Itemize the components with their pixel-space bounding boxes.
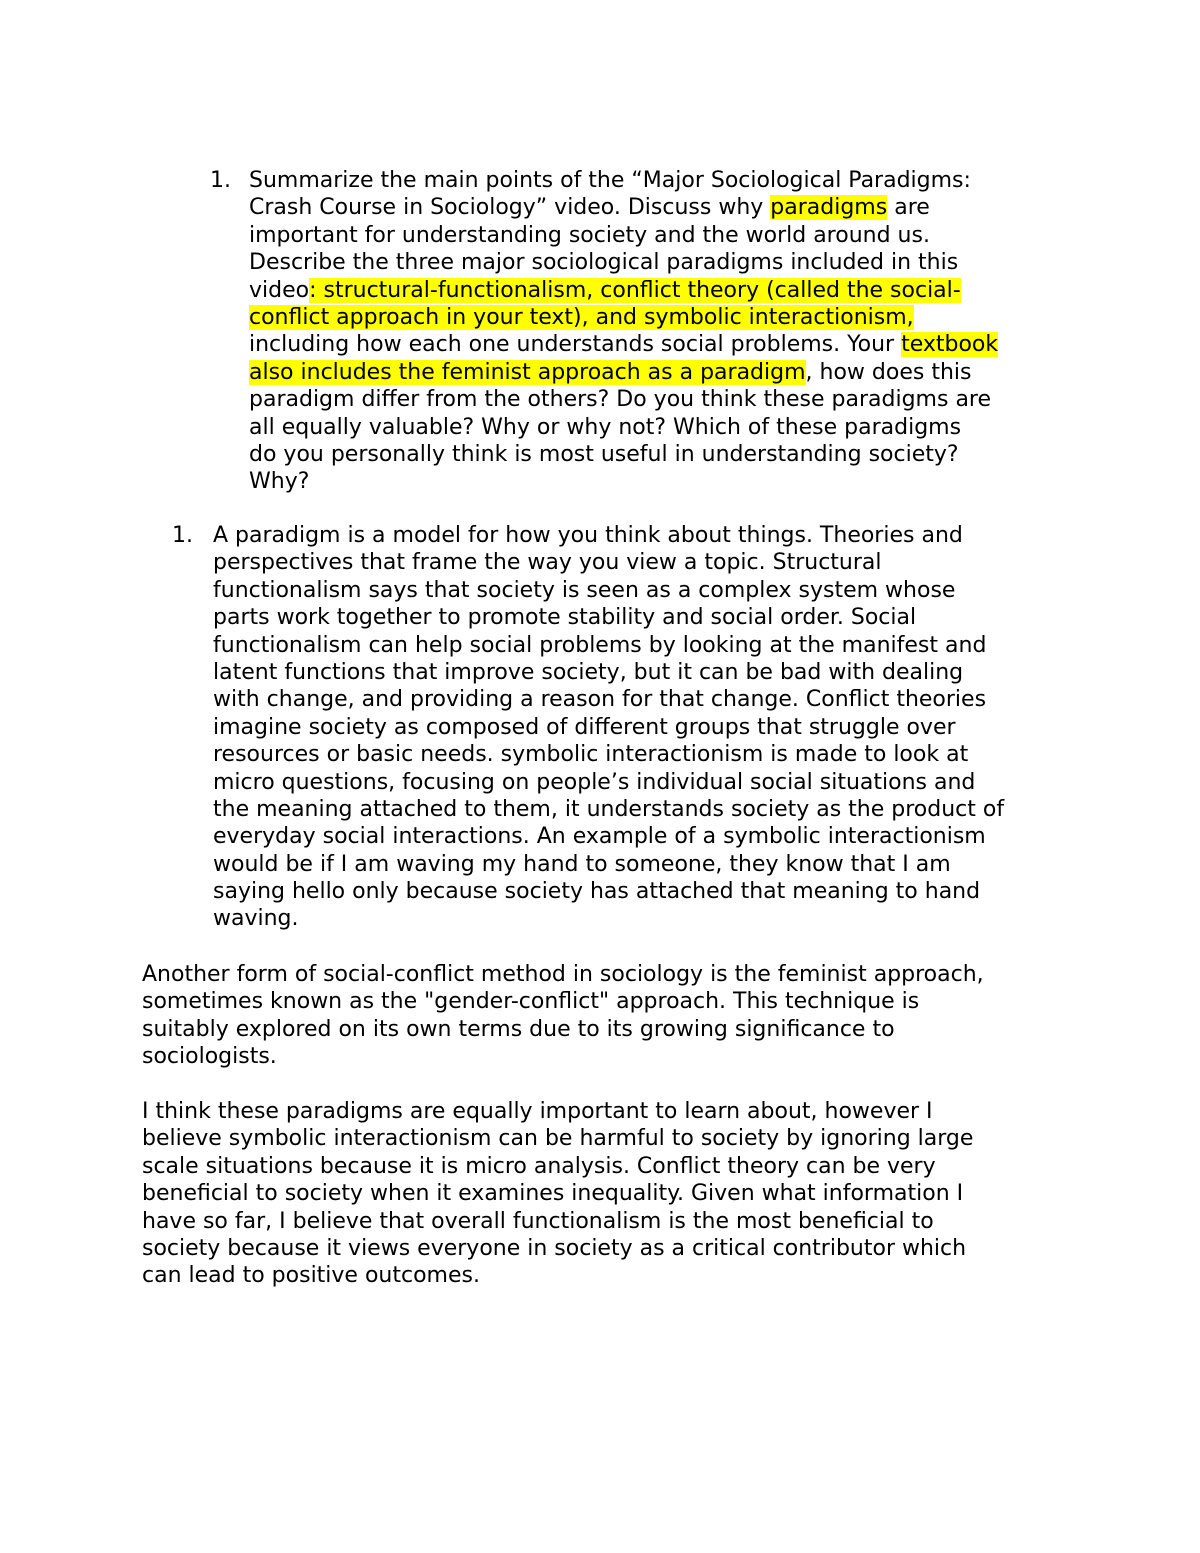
paragraph-line: suitably explored on its own terms due to its growing significance to xyxy=(142,1016,895,1042)
question-line xyxy=(249,167,1090,194)
question-line xyxy=(249,441,1090,468)
answer-line: perspectives that frame the way you view a topic. Structural xyxy=(213,550,882,576)
answer-list-item xyxy=(172,522,1090,933)
answer-line: functionalism can help social problems by looking at the manifest and xyxy=(213,632,987,658)
answer-number: 1. xyxy=(172,523,193,548)
question-line xyxy=(249,222,1090,249)
answer-line: everyday social interactions. An example of a symbolic interactionism xyxy=(213,824,986,850)
question-line xyxy=(249,468,1090,495)
answer-line: resources or basic needs. symbolic interactionism is made to look at xyxy=(213,742,969,768)
question-line xyxy=(249,414,1090,441)
answer-line: parts work together to promote stability and social order. Social xyxy=(213,605,917,631)
paragraph-line: I think these paradigms are equally important to learn about, however I xyxy=(142,1099,933,1124)
highlighted-text: also includes the feminist approach as a paradigm xyxy=(249,359,806,385)
text-segment: Describe the three major sociological paradigms included in this xyxy=(249,250,959,276)
paragraph-line: believe symbolic interactionism can be harmful to society by ignoring large xyxy=(142,1126,974,1152)
paragraph-line: Another form of social-conflict method in sociology is the feminist approach, xyxy=(142,962,984,987)
paragraph-line: can lead to positive outcomes. xyxy=(142,1263,480,1289)
text-segment: Crash Course in Sociology” video. Discuss why xyxy=(249,195,771,221)
text-segment: Why? xyxy=(249,469,310,495)
answer-line: functionalism says that society is seen as a complex system whose xyxy=(213,577,956,603)
question-line xyxy=(249,359,1090,386)
question-number: 1. xyxy=(210,168,231,193)
answer-line: latent functions that improve society, but it can be bad with dealing xyxy=(213,659,964,685)
text-segment: do you personally think is most useful in understanding society? xyxy=(249,441,959,467)
answer-line: imagine society as composed of different groups that struggle over xyxy=(213,714,956,740)
highlighted-text: conflict approach in your text), and symbolic interactionism, xyxy=(249,304,914,330)
question-line xyxy=(249,249,1090,276)
paragraph-opinion xyxy=(142,1098,1092,1290)
paragraph-line: beneficial to society when it examines inequality. Given what information I xyxy=(142,1181,964,1207)
answer-line: waving. xyxy=(213,906,299,932)
highlighted-text: textbook xyxy=(901,332,999,358)
paragraph-line: society because it views everyone in society as a critical contributor which xyxy=(142,1235,967,1261)
text-segment: paradigm differ from the others? Do you think these paradigms are xyxy=(249,387,992,413)
paragraph-line: sociologists. xyxy=(142,1044,277,1070)
question-line xyxy=(249,277,1090,304)
text-segment: , how does this xyxy=(805,359,972,385)
question-line xyxy=(249,331,1090,358)
text-segment: video xyxy=(249,277,310,303)
highlighted-text: : structural-functionalism, conflict theory (called the social- xyxy=(309,277,961,303)
text-segment: all equally valuable? Why or why not? Which of these paradigms xyxy=(249,414,962,440)
answer-line: micro questions, focusing on people’s individual social situations and xyxy=(213,769,976,795)
text-segment: Summarize the main points of the “Major Sociological Paradigms: xyxy=(249,168,971,193)
question-line xyxy=(249,386,1090,413)
paragraph-feminist-approach xyxy=(142,961,1092,1071)
paragraph-line: scale situations because it is micro analysis. Conflict theory can be very xyxy=(142,1153,936,1179)
text-segment: including how each one understands social problems. Your xyxy=(249,332,902,358)
answer-line: A paradigm is a model for how you think about things. Theories and xyxy=(213,523,963,548)
answer-line: the meaning attached to them, it understands society as the product of xyxy=(213,796,1005,822)
text-segment: are xyxy=(887,195,930,221)
answer-line: with change, and providing a reason for that change. Conflict theories xyxy=(213,687,987,713)
text-segment: important for understanding society and the world around us. xyxy=(249,222,930,248)
question-text xyxy=(249,167,1090,496)
paragraph-line: have so far, I believe that overall functionalism is the most beneficial to xyxy=(142,1208,934,1234)
answer-line: saying hello only because society has attached that meaning to hand xyxy=(213,879,981,905)
highlighted-text: paradigms xyxy=(770,195,888,221)
question-line xyxy=(249,304,1090,331)
question-line xyxy=(249,194,1090,221)
question-list-item xyxy=(210,167,1090,496)
paragraph-line: sometimes known as the "gender-conflict" approach. This technique is xyxy=(142,989,920,1015)
answer-line: would be if I am waving my hand to someone, they know that I am xyxy=(213,851,951,877)
answer-text xyxy=(213,522,1090,933)
